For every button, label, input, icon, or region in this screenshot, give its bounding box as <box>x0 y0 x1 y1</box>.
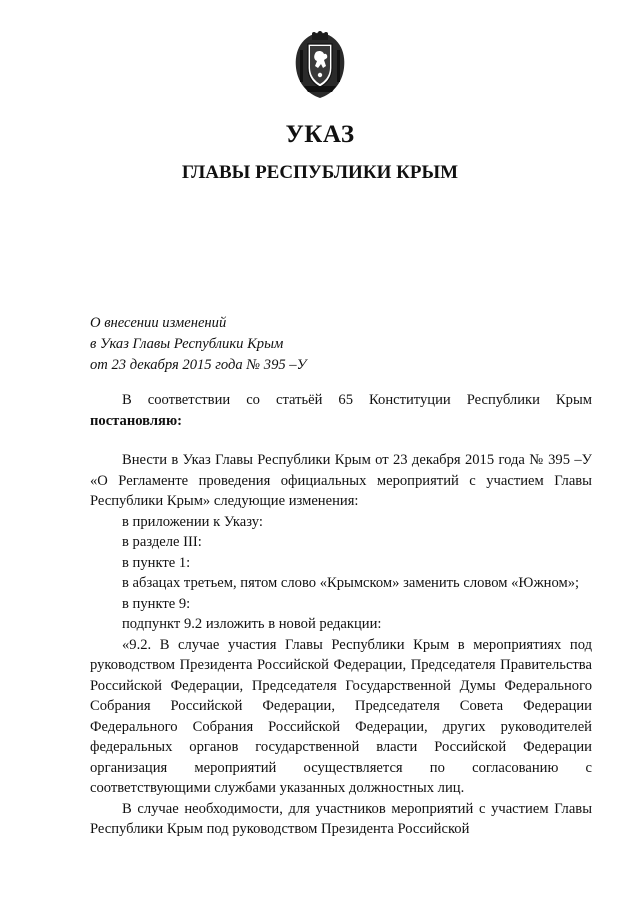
body-paragraph: в абзацах третьем, пятом слово «Крымском» заменить словом «Южном»; <box>122 575 580 591</box>
decree-title: УКАЗ <box>285 121 355 148</box>
subject-line: О внесении изменений <box>90 315 227 331</box>
preamble-text: В соответствии со статьёй 65 Конституции Республики Крым <box>122 392 592 408</box>
resolution-word: постановляю: <box>90 412 182 429</box>
subject-line: от 23 декабря 2015 года № 395 –У <box>90 357 307 373</box>
decree-subject <box>90 313 306 376</box>
body-line: в приложении к Указу: <box>122 513 263 530</box>
decree-body <box>90 390 592 840</box>
body-line: подпункт 9.2 изложить в новой редакции: <box>122 616 382 632</box>
decree-subtitle: ГЛАВЫ РЕСПУБЛИКИ КРЫМ <box>181 162 459 183</box>
body-paragraph: «9.2. В случае участия Главы Республики Крым в мероприятиях под руководством Президента Российской Федерации, Председателя Правительства Российской Федерации, Председателя Государственной Думы Федерального Собрания Российской Федерации, Председателя Совета Федерации Федерального Собрания Российской Федерации, других руководителей федеральных органов государственной власти Российской Федерации организация мероприятий осуществляется по согласованию с соответствующими службами указанных должностных лиц. <box>90 636 592 796</box>
body-line: в пункте 1: <box>122 554 191 571</box>
subject-line: в Указ Главы Республики Крым <box>90 336 284 352</box>
body-paragraph: Внести в Указ Главы Республики Крым от 23 декабря 2015 года № 395 –У «О Регламенте проведения официальных мероприятий с участием Главы Республики Крым» следующие изменения: <box>90 452 592 509</box>
body-line: в разделе III: <box>122 534 202 550</box>
coat-of-arms-emblem <box>290 30 350 100</box>
preamble-paragraph <box>90 390 592 431</box>
body-line: в пункте 9: <box>122 595 191 612</box>
body-paragraph: В случае необходимости, для участников мероприятий с участием Главы Республики Крым под руководством Президента Российской <box>90 800 592 837</box>
